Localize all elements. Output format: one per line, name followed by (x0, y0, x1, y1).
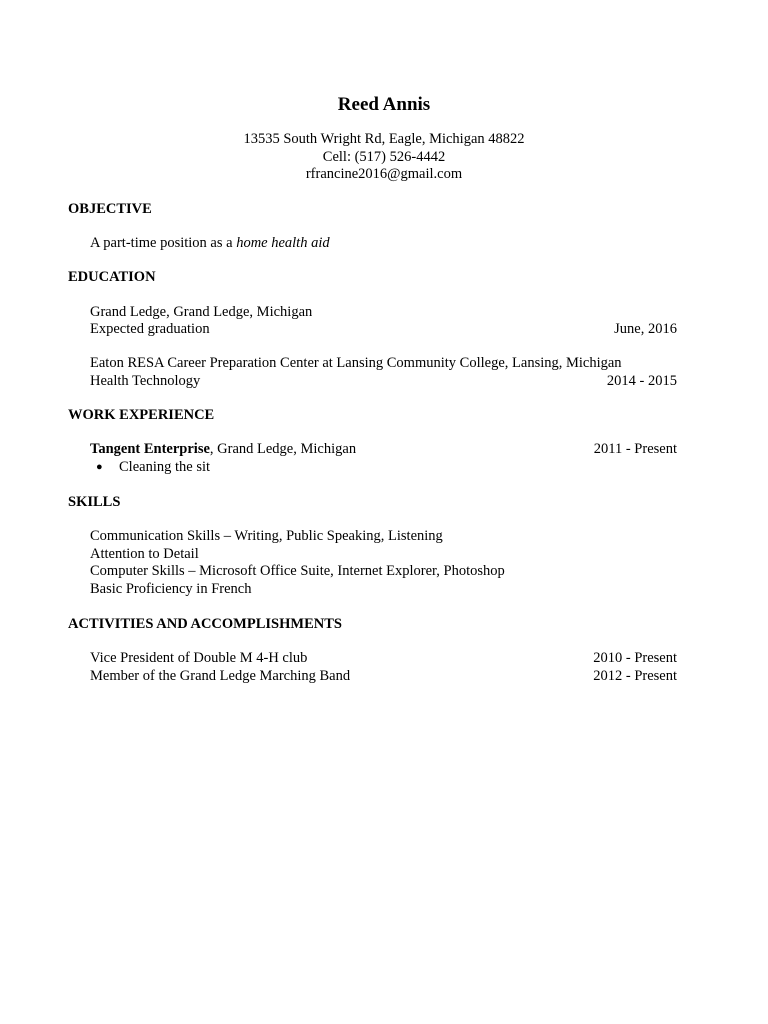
activity-date: 2012 - Present (593, 668, 677, 684)
education-school: Grand Ledge, Grand Ledge, Michigan (90, 304, 313, 320)
education-date: 2014 - 2015 (606, 373, 677, 389)
address: 13535 South Wright Rd, Eagle, Michigan 48822 (243, 131, 525, 147)
work-employer: Tangent Enterprise (90, 441, 210, 457)
skill-item: Attention to Detail (90, 546, 199, 562)
education-program: Health Technology (90, 373, 201, 389)
objective-text-emphasis: home health aid (236, 235, 330, 251)
education-school: Eaton RESA Career Preparation Center at Lansing Community College, Lansing, Michigan (90, 355, 622, 371)
activity-item: Member of the Grand Ledge Marching Band (90, 668, 351, 684)
objective-heading: OBJECTIVE (68, 201, 152, 217)
education-heading: EDUCATION (68, 269, 156, 285)
phone: Cell: (517) 526-4442 (322, 149, 446, 165)
skill-item: Computer Skills – Microsoft Office Suite, Internet Explorer, Photoshop (90, 563, 505, 579)
objective-text (90, 234, 330, 252)
activities-heading: ACTIVITIES AND ACCOMPLISHMENTS (68, 616, 342, 632)
skills-heading: SKILLS (68, 494, 121, 510)
skill-item: Communication Skills – Writing, Public Speaking, Listening (90, 528, 443, 544)
work-duty: Cleaning the sit (119, 459, 211, 475)
objective-text-prefix: A part-time position as a (90, 235, 237, 251)
skill-item: Basic Proficiency in French (90, 581, 252, 597)
candidate-name: Reed Annis (337, 94, 431, 115)
education-date: June, 2016 (614, 321, 677, 337)
activity-item: Vice President of Double M 4-H club (90, 650, 308, 666)
education-program: Expected graduation (90, 321, 210, 337)
work-date: 2011 - Present (593, 441, 677, 457)
activity-date: 2010 - Present (593, 650, 677, 666)
work-heading: WORK EXPERIENCE (68, 407, 215, 423)
email: rfrancine2016@gmail.com (305, 166, 463, 182)
bullet-icon: ● (96, 461, 103, 473)
work-location: , Grand Ledge, Michigan (209, 441, 357, 457)
work-employer-line (90, 440, 356, 458)
